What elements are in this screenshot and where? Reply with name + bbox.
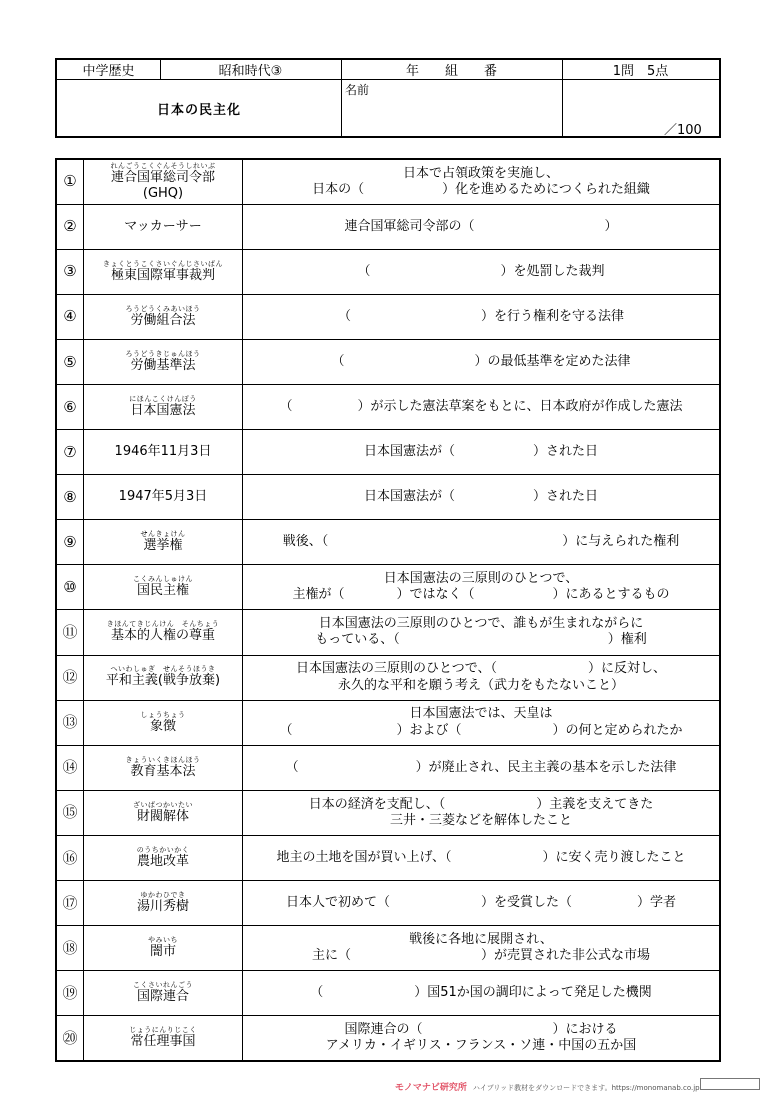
question-row [56, 881, 720, 926]
term-cell [84, 520, 243, 565]
question-number: ① [56, 159, 84, 204]
question-row [56, 475, 720, 520]
term-abbreviation: (GHQ) [142, 185, 184, 201]
question-row [56, 249, 720, 294]
term-text: 農地改革 [136, 853, 189, 869]
description-line: 日本国憲法が（ ）された日 [363, 443, 598, 459]
worksheet-header [55, 58, 721, 138]
description-line: 日本国憲法では、天皇は [409, 706, 553, 722]
term-text: 基本的人権の尊重 [110, 628, 215, 644]
description-line: 日本人で初めて（ ）を受賞した（ ）学者 [285, 894, 676, 910]
description-line: （ ）を行う権利を守る法律 [337, 308, 624, 324]
term-furigana: ろうどうきじゅんほう [125, 349, 201, 358]
description-cell[interactable] [243, 790, 721, 835]
description-line: （ ）が示した憲法草案をもとに、日本政府が作成した憲法 [279, 398, 683, 414]
question-number: ⑬ [56, 700, 84, 745]
question-number: ② [56, 204, 84, 249]
question-row [56, 1016, 720, 1061]
description-line: 日本国憲法が（ ）された日 [363, 489, 598, 505]
term-furigana: こくみんしゅけん [133, 575, 193, 584]
description-line: 日本の（ ）化を進めるためにつくられた組織 [312, 181, 650, 197]
description-line: 日本国憲法の三原則のひとつで、（ ）に反対し、 [296, 661, 666, 677]
term-text: 財閥解体 [136, 808, 189, 824]
term-text: 労働基準法 [130, 357, 196, 373]
description-line: （ ）および（ ）の何と定められたか [279, 722, 683, 738]
description-cell[interactable] [243, 384, 721, 429]
term-text: 象徴 [149, 718, 176, 734]
question-row [56, 926, 720, 971]
description-cell[interactable] [243, 655, 721, 700]
description-line: もっている、（ ）権利 [315, 632, 647, 648]
description-cell[interactable] [243, 971, 721, 1016]
term-cell [84, 655, 243, 700]
question-row [56, 790, 720, 835]
question-number: ④ [56, 294, 84, 339]
question-number: ⑭ [56, 745, 84, 790]
term-text: 闇市 [149, 944, 176, 960]
term-cell [84, 430, 243, 475]
term-furigana: やみいち [148, 936, 178, 945]
description-line: 日本国憲法の三原則のひとつで、 [383, 571, 579, 587]
question-row [56, 835, 720, 880]
term-cell [84, 384, 243, 429]
term-cell [84, 294, 243, 339]
term-cell [84, 475, 243, 520]
term-furigana: こくさいれんごう [133, 981, 193, 990]
term-cell [84, 971, 243, 1016]
description-line: 三井・三菱などを解体したこと [389, 812, 572, 828]
term-text: 教育基本法 [130, 763, 196, 779]
term-cell [84, 204, 243, 249]
term-furigana: へいわしゅぎ せんそうほうき [110, 665, 216, 674]
description-cell[interactable] [243, 520, 721, 565]
description-line: アメリカ・イギリス・フランス・ソ連・中国の五か国 [325, 1038, 637, 1054]
description-cell[interactable] [243, 475, 721, 520]
term-cell [84, 790, 243, 835]
description-cell[interactable] [243, 1016, 721, 1061]
term-text: 湯川秀樹 [136, 898, 189, 914]
subject-label: 中学歴史 [82, 64, 135, 79]
name-label: 名前 [345, 82, 370, 97]
question-number: ③ [56, 249, 84, 294]
term-cell [84, 926, 243, 971]
question-number: ⑮ [56, 790, 84, 835]
term-text: 1947年5月3日 [118, 489, 208, 505]
term-text: 連合国軍総司令部 [110, 169, 215, 185]
question-row [56, 655, 720, 700]
description-line: 戦後、（ ）に与えられた権利 [282, 534, 680, 550]
question-number: ⑨ [56, 520, 84, 565]
question-table [55, 158, 721, 1062]
description-line: 日本の経済を支配し、（ ）主義を支えてきた [308, 796, 654, 812]
description-line: 地主の土地を国が買い上げ、（ ）に安く売り渡したこと [276, 849, 686, 865]
description-cell[interactable] [243, 610, 721, 655]
worksheet-title: 日本の民主化 [156, 103, 241, 118]
question-number: ⑳ [56, 1016, 84, 1061]
term-furigana: にほんこくけんぽう [129, 394, 197, 403]
question-row [56, 520, 720, 565]
term-cell [84, 835, 243, 880]
term-text: 極東国際軍事裁判 [110, 267, 215, 283]
term-text: 労働組合法 [130, 312, 196, 328]
term-text: 国際連合 [136, 989, 189, 1005]
description-cell[interactable] [243, 204, 721, 249]
description-line: 国際連合の（ ）における [344, 1021, 618, 1037]
term-text: 国民主権 [136, 583, 189, 599]
question-number: ⑥ [56, 384, 84, 429]
description-line: 永久的な平和を願う考え（武力をもたないこと） [337, 677, 624, 693]
description-cell[interactable] [243, 339, 721, 384]
term-text: 平和主義(戦争放棄) [105, 673, 221, 689]
term-cell [84, 565, 243, 610]
term-cell [84, 249, 243, 294]
question-number: ⑧ [56, 475, 84, 520]
footer-qr-box [700, 1078, 760, 1090]
term-text: 1946年11月3日 [114, 443, 212, 459]
description-line: （ ）の最低基準を定めた法律 [331, 353, 631, 369]
description-cell[interactable] [243, 294, 721, 339]
question-row [56, 159, 720, 204]
term-text: 選挙権 [143, 538, 183, 554]
score-rule: 1問 5点 [612, 64, 669, 79]
description-cell[interactable] [243, 565, 721, 610]
question-number: ⑯ [56, 835, 84, 880]
term-cell [84, 610, 243, 655]
term-furigana: のうちかいかく [136, 845, 190, 854]
term-furigana: きょくとうこくさいぐんじさいばん [103, 259, 223, 268]
footer [395, 1080, 700, 1093]
question-row [56, 384, 720, 429]
description-cell[interactable] [243, 700, 721, 745]
term-text: 日本国憲法 [130, 402, 196, 418]
description-line: 主に（ ）が売買された非公式な市場 [311, 948, 650, 964]
term-cell [84, 700, 243, 745]
description-cell[interactable] [243, 249, 721, 294]
question-number: ⑤ [56, 339, 84, 384]
question-row [56, 294, 720, 339]
description-line: 日本で占領政策を実施し、 [402, 165, 559, 181]
question-number: ⑫ [56, 655, 84, 700]
footer-text: ハイブリッド教材をダウンロードできます。https://monomanab.co.jp [472, 1084, 700, 1092]
class-labels: 年 組 番 [405, 64, 497, 79]
term-cell [84, 745, 243, 790]
term-furigana: れんごうこくぐんそうしれいぶ [110, 161, 216, 170]
term-furigana: きほんてきじんけん そんちょう [106, 620, 220, 629]
description-line: （ ）国51か国の調印によって発足した機関 [310, 985, 652, 1001]
description-line: 連合国軍総司令部の（ ） [344, 218, 618, 234]
question-row [56, 430, 720, 475]
description-line: 日本国憲法の三原則のひとつで、誰もが生まれながらに [318, 616, 644, 632]
description-cell[interactable] [243, 926, 721, 971]
term-furigana: ろうどうくみあいほう [125, 304, 201, 313]
question-row [56, 565, 720, 610]
term-cell [84, 159, 243, 204]
question-row [56, 610, 720, 655]
question-number: ⑦ [56, 430, 84, 475]
question-number: ⑩ [56, 565, 84, 610]
question-row [56, 745, 720, 790]
description-cell[interactable] [243, 881, 721, 926]
footer-brand: モノマナビ研究所 [395, 1083, 467, 1093]
term-furigana: ざいばつかいたい [133, 800, 193, 809]
description-line: 戦後に各地に展開され、 [409, 931, 553, 947]
description-line: （ ）を処罰した裁判 [357, 263, 605, 279]
term-cell [84, 1016, 243, 1061]
term-cell [84, 339, 243, 384]
description-cell[interactable] [243, 745, 721, 790]
question-row [56, 204, 720, 249]
description-line: 主権が（ ）ではなく（ ）にあるとするもの [292, 587, 670, 603]
question-number: ⑱ [56, 926, 84, 971]
description-cell[interactable] [243, 159, 721, 204]
question-row [56, 700, 720, 745]
term-text: マッカーサー [124, 218, 202, 234]
term-furigana: ゆかわひでき [140, 890, 186, 899]
total-score: ／100 [664, 122, 702, 138]
unit-label: 昭和時代③ [218, 64, 283, 79]
term-furigana: せんきょけん [140, 530, 186, 539]
question-number: ⑰ [56, 881, 84, 926]
term-furigana: きょういくきほんほう [125, 755, 201, 764]
description-cell[interactable] [243, 835, 721, 880]
term-cell [84, 881, 243, 926]
question-number: ⑲ [56, 971, 84, 1016]
description-line: （ ）が廃止され、民主主義の基本を示した法律 [285, 759, 677, 775]
term-furigana: しょうちょう [140, 710, 186, 719]
name-field[interactable] [343, 97, 560, 137]
description-cell[interactable] [243, 430, 721, 475]
question-row [56, 339, 720, 384]
question-row [56, 971, 720, 1016]
term-text: 常任理事国 [130, 1033, 196, 1049]
term-furigana: じょうにんりじこく [129, 1025, 197, 1034]
question-number: ⑪ [56, 610, 84, 655]
